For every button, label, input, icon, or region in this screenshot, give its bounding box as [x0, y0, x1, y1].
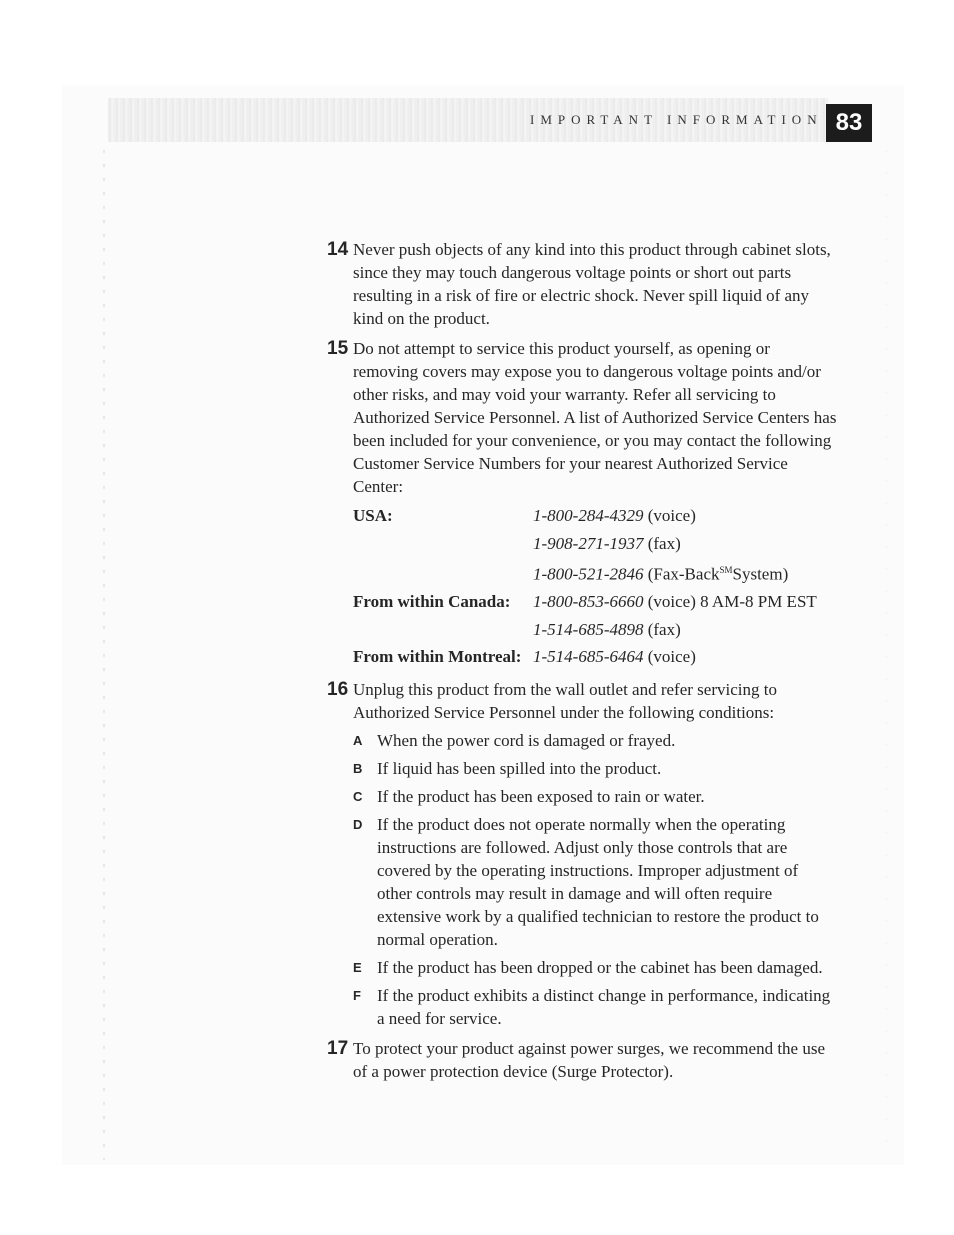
item-text: Unplug this product from the wall outlet and refer servicing to Authorized Service Personnel under the following conditions: [353, 679, 777, 722]
list-item-14 [327, 238, 837, 330]
phone-number: 1-908-271-1937 [533, 533, 644, 553]
left-margin-scan-marks [103, 150, 105, 1160]
conditions-list [353, 729, 837, 1030]
condition-item [353, 757, 837, 780]
phone-row [353, 616, 817, 644]
region-label-usa: USA: [353, 506, 393, 525]
list-item-16 [327, 678, 837, 1030]
item-number: 16 [327, 678, 349, 700]
phone-number: 1-800-284-4329 [533, 506, 644, 525]
phone-row [353, 643, 817, 671]
condition-letter: E [353, 959, 362, 975]
phone-number: 1-514-685-4898 [533, 619, 644, 639]
phone-note: (fax) [647, 533, 681, 553]
list-item-17 [327, 1037, 837, 1083]
phone-note: (voice) [647, 647, 696, 667]
condition-letter: D [353, 816, 363, 832]
item-number: 17 [327, 1037, 349, 1059]
condition-item [353, 729, 837, 752]
phone-number: 1-800-521-2846 [533, 564, 644, 584]
phone-note: (Fax-Back [647, 564, 720, 584]
main-content [327, 238, 837, 1090]
phone-number: 1-514-685-6464 [533, 647, 644, 667]
condition-text: When the power cord is damaged or frayed. [377, 730, 676, 750]
item-number: 14 [327, 239, 349, 260]
page-number: 83 [826, 104, 872, 142]
phone-note: (fax) [647, 619, 681, 639]
page-header-title: IMPORTANT INFORMATION [530, 112, 823, 127]
phone-note-suffix: System) [732, 564, 789, 584]
phone-note: (voice) 8 AM-8 PM EST [647, 592, 817, 612]
service-phone-table [353, 502, 817, 671]
item-text: Do not attempt to service this product yourself, as opening or removing covers may expose you to dangerous voltage points and/or other risks, and may void your warranty. Refer all servicing to Authorized Service Personnel. A list of Authorized Service Centers has been included for your convenience, or you may contact the following Customer Service Numbers for your nearest Authorized Service Center: [353, 339, 837, 496]
list-item-15 [327, 337, 837, 671]
phone-row [353, 557, 817, 588]
condition-letter: B [353, 760, 363, 776]
condition-letter: C [353, 788, 363, 804]
condition-text: If the product has been dropped or the cabinet has been damaged. [377, 957, 823, 977]
item-text: To protect your product against power surges, we recommend the use of a power protection device (Surge Protector). [353, 1038, 825, 1081]
condition-text: If the product exhibits a distinct change in performance, indicating a need for service. [377, 985, 831, 1028]
condition-item [353, 813, 837, 951]
phone-row [353, 502, 817, 530]
phone-row [353, 530, 817, 558]
condition-letter: F [353, 987, 361, 1003]
phone-note: (voice) [647, 506, 696, 525]
service-mark: SM [719, 565, 733, 575]
phone-row [353, 588, 817, 616]
region-label-canada: From within Canada: [353, 592, 511, 612]
condition-letter: A [353, 732, 363, 748]
item-number: 15 [327, 338, 349, 359]
item-text: Never push objects of any kind into this product through cabinet slots, since they may touch dangerous voltage points or short out parts resulting in a risk of fire or electric shock. Never spill liquid of any kind on the product. [353, 240, 831, 328]
condition-text: If the product has been exposed to rain or water. [377, 786, 705, 806]
region-label-montreal: From within Montreal: [353, 647, 522, 667]
condition-text: If liquid has been spilled into the product. [377, 758, 662, 778]
condition-item [353, 956, 837, 979]
right-margin-scan-marks [886, 150, 887, 1150]
condition-item [353, 984, 837, 1030]
condition-text: If the product does not operate normally when the operating instructions are followed. Adjust only those controls that are covered by the operating instructions. Improper adjustment of other controls may result in damage and will often require extensive work by a qualified technician to restore the product to normal operation. [377, 814, 819, 949]
phone-number: 1-800-853-6660 [533, 592, 644, 612]
condition-item [353, 785, 837, 808]
